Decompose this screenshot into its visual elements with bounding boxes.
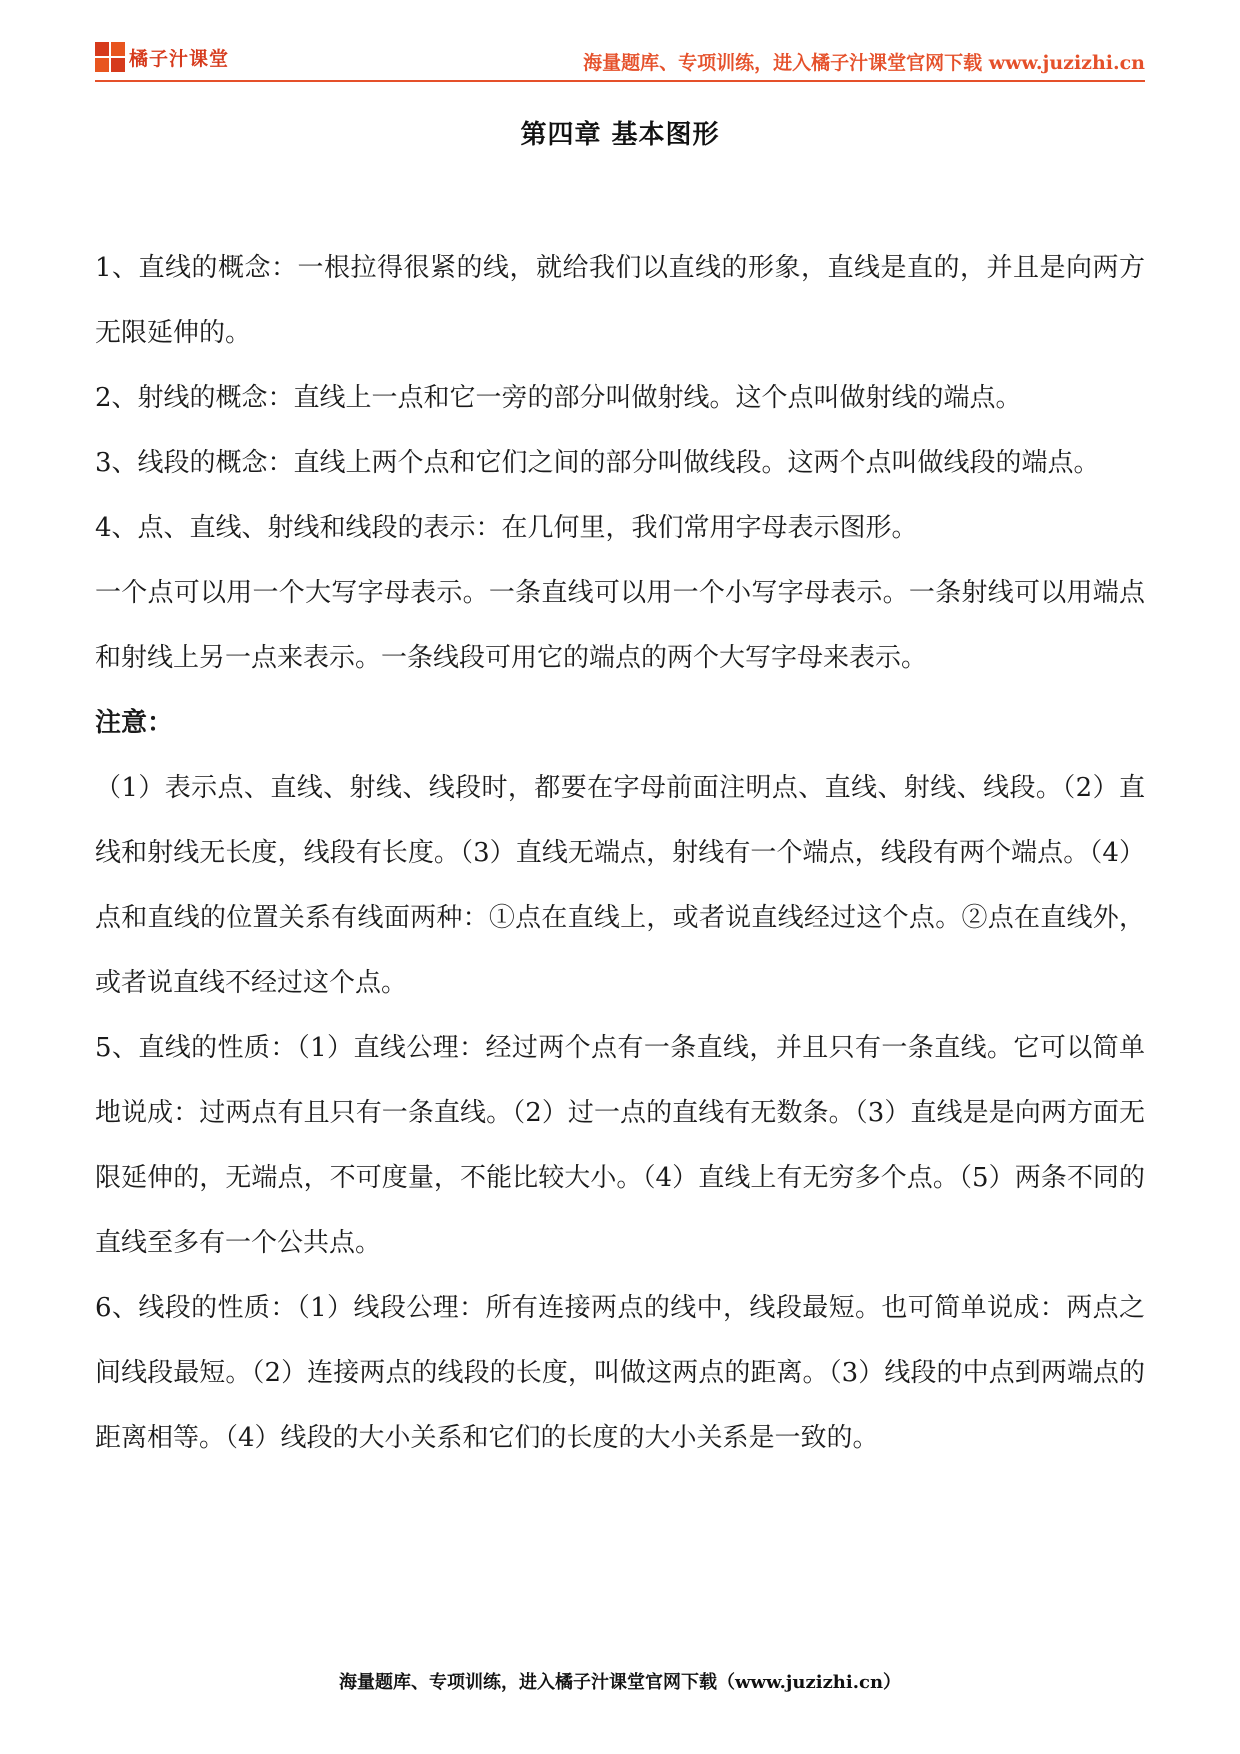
- paragraph-line-properties: 5、直线的性质：（1）直线公理：经过两个点有一条直线，并且只有一条直线。它可以简单地说成：过两点有且只有一条直线。（2）过一点的直线有无数条。（3）直线是是向两方面无限延伸的，无端点，不可度量，不能比较大小。（4）直线上有无穷多个点。（5）两条不同的直线至多有一个公共点。: [95, 1033, 1145, 1258]
- paragraph-ray-concept: 2、射线的概念：直线上一点和它一旁的部分叫做射线。这个点叫做射线的端点。: [95, 383, 1022, 413]
- paragraph-notation-details: 一个点可以用一个大写字母表示。一条直线可以用一个小写字母表示。一条射线可以用端点和射线上另一点来表示。一条线段可用它的端点的两个大写字母来表示。: [95, 578, 1145, 673]
- paragraph-line-concept: 1、直线的概念：一根拉得很紧的线，就给我们以直线的形象，直线是直的，并且是向两方无限延伸的。: [95, 253, 1145, 348]
- brand-logo-icon: [95, 42, 125, 72]
- header-tagline: 海量题库、专项训练，进入橘子汁课堂官网下载 www.juzizhi.cn: [583, 52, 1145, 74]
- page-header: [95, 40, 1145, 82]
- note-heading: 注意：: [95, 708, 174, 738]
- document-title: 第四章 基本图形: [520, 120, 720, 150]
- page-footer: 海量题库、专项训练，进入橘子汁课堂官网下载（www.juzizhi.cn）: [338, 1672, 902, 1693]
- brand-name: 橘子汁课堂: [129, 47, 230, 70]
- document-body: [95, 236, 1145, 1471]
- paragraph-notes: （1）表示点、直线、射线、线段时，都要在字母前面注明点、直线、射线、线段。（2）直线和射线无长度，线段有长度。（3）直线无端点，射线有一个端点，线段有两个端点。（4）点和直线的位置关系有线面两种：①点在直线上，或者说直线经过这个点。②点在直线外，或者说直线不经过这个点。: [95, 773, 1145, 998]
- header-divider: [95, 80, 1145, 82]
- brand[interactable]: [95, 42, 229, 72]
- paragraph-segment-concept: 3、线段的概念：直线上两个点和它们之间的部分叫做线段。这两个点叫做线段的端点。: [95, 448, 1100, 478]
- paragraph-notation: 4、点、直线、射线和线段的表示：在几何里，我们常用字母表示图形。: [95, 513, 918, 543]
- paragraph-segment-properties: 6、线段的性质：（1）线段公理：所有连接两点的线中，线段最短。也可简单说成：两点之间线段最短。（2）连接两点的线段的长度，叫做这两点的距离。（3）线段的中点到两端点的距离相等。（4）线段的大小关系和它们的长度的大小关系是一致的。: [95, 1293, 1145, 1453]
